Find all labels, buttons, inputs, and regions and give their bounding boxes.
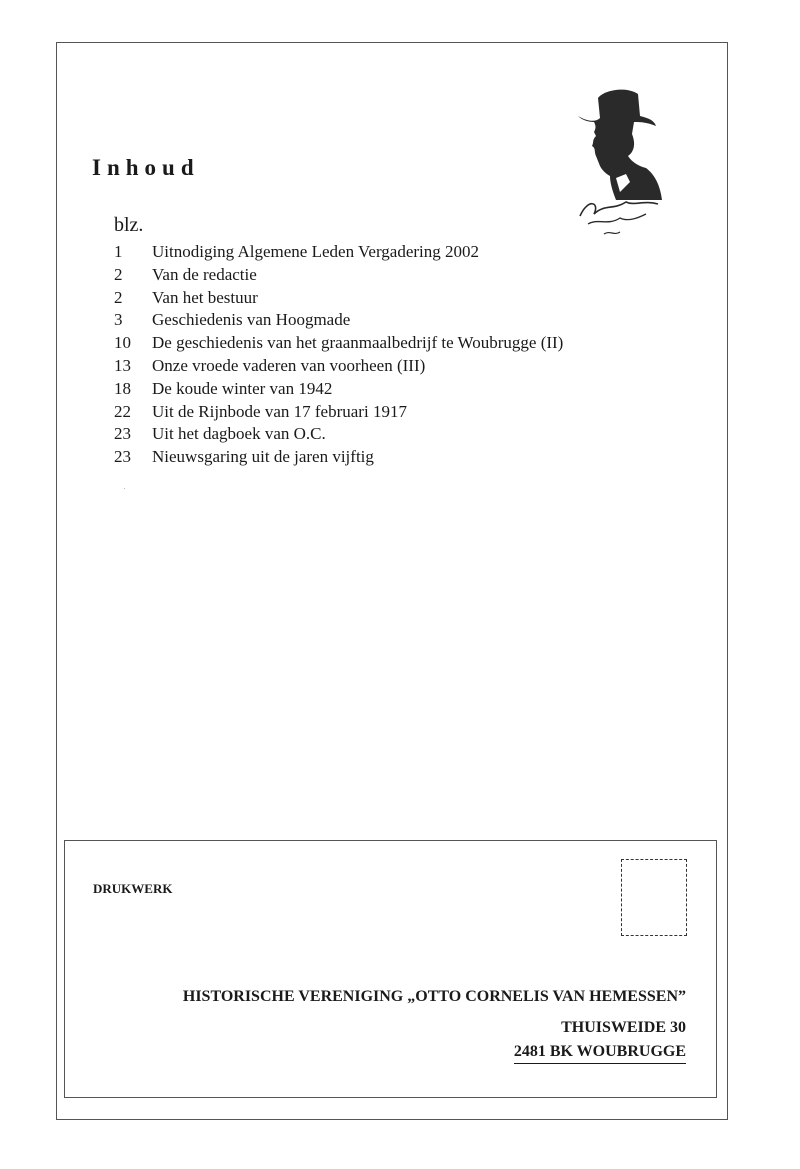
list-item [114, 287, 563, 310]
toc-page-number: 13 [114, 355, 131, 375]
page-title: Inhoud [92, 155, 200, 180]
printed-matter-label: DRUKWERK [93, 881, 173, 896]
list-item [114, 241, 563, 264]
toc-title: Uit de Rijnbode van 17 februari 1917 [152, 401, 407, 421]
table-of-contents [114, 241, 563, 469]
toc-page-number: 2 [114, 287, 123, 307]
toc-title: Onze vroede vaderen van voorheen (III) [152, 355, 426, 375]
toc-title: Nieuwsgaring uit de jaren vijftig [152, 447, 374, 467]
toc-page-number: 22 [114, 401, 131, 421]
toc-title: Uit het dagboek van O.C. [152, 424, 326, 444]
list-item [114, 355, 563, 378]
list-item [114, 446, 563, 469]
sender-street: THUISWEIDE 30 [561, 1019, 686, 1036]
page-column-label: blz. [114, 214, 144, 236]
toc-title: Uitnodiging Algemene Leden Vergadering 2002 [152, 242, 480, 261]
list-item [114, 423, 563, 446]
sender-organisation: HISTORISCHE VERENIGING „OTTO CORNELIS VAN HEMESSEN” [182, 988, 686, 1005]
list-item [114, 309, 563, 332]
toc-page-number: 18 [114, 378, 131, 398]
toc-title: De geschiedenis van het graanmaalbedrijf te Woubrugge (II) [152, 333, 564, 353]
list-item [114, 401, 563, 424]
sender-city: 2481 BK WOUBRUGGE [514, 1043, 686, 1064]
toc-page-number: 1 [114, 242, 123, 261]
toc-title: Geschiedenis van Hoogmade [152, 310, 351, 330]
toc-page-number: 23 [114, 447, 131, 467]
silhouette-portrait-icon [574, 86, 694, 256]
stamp-placeholder-icon [621, 859, 687, 936]
toc-page-number: 3 [114, 310, 123, 330]
list-item [114, 332, 563, 355]
toc-page-number: 23 [114, 424, 131, 444]
toc-title: Van het bestuur [152, 287, 258, 307]
list-item [114, 378, 563, 401]
toc-title: Van de redactie [152, 264, 257, 284]
print-speck [124, 488, 125, 489]
toc-page-number: 2 [114, 264, 123, 284]
toc-page-number: 10 [114, 333, 131, 353]
toc-title: De koude winter van 1942 [152, 378, 333, 398]
list-item [114, 264, 563, 287]
mailing-panel [64, 840, 717, 1098]
